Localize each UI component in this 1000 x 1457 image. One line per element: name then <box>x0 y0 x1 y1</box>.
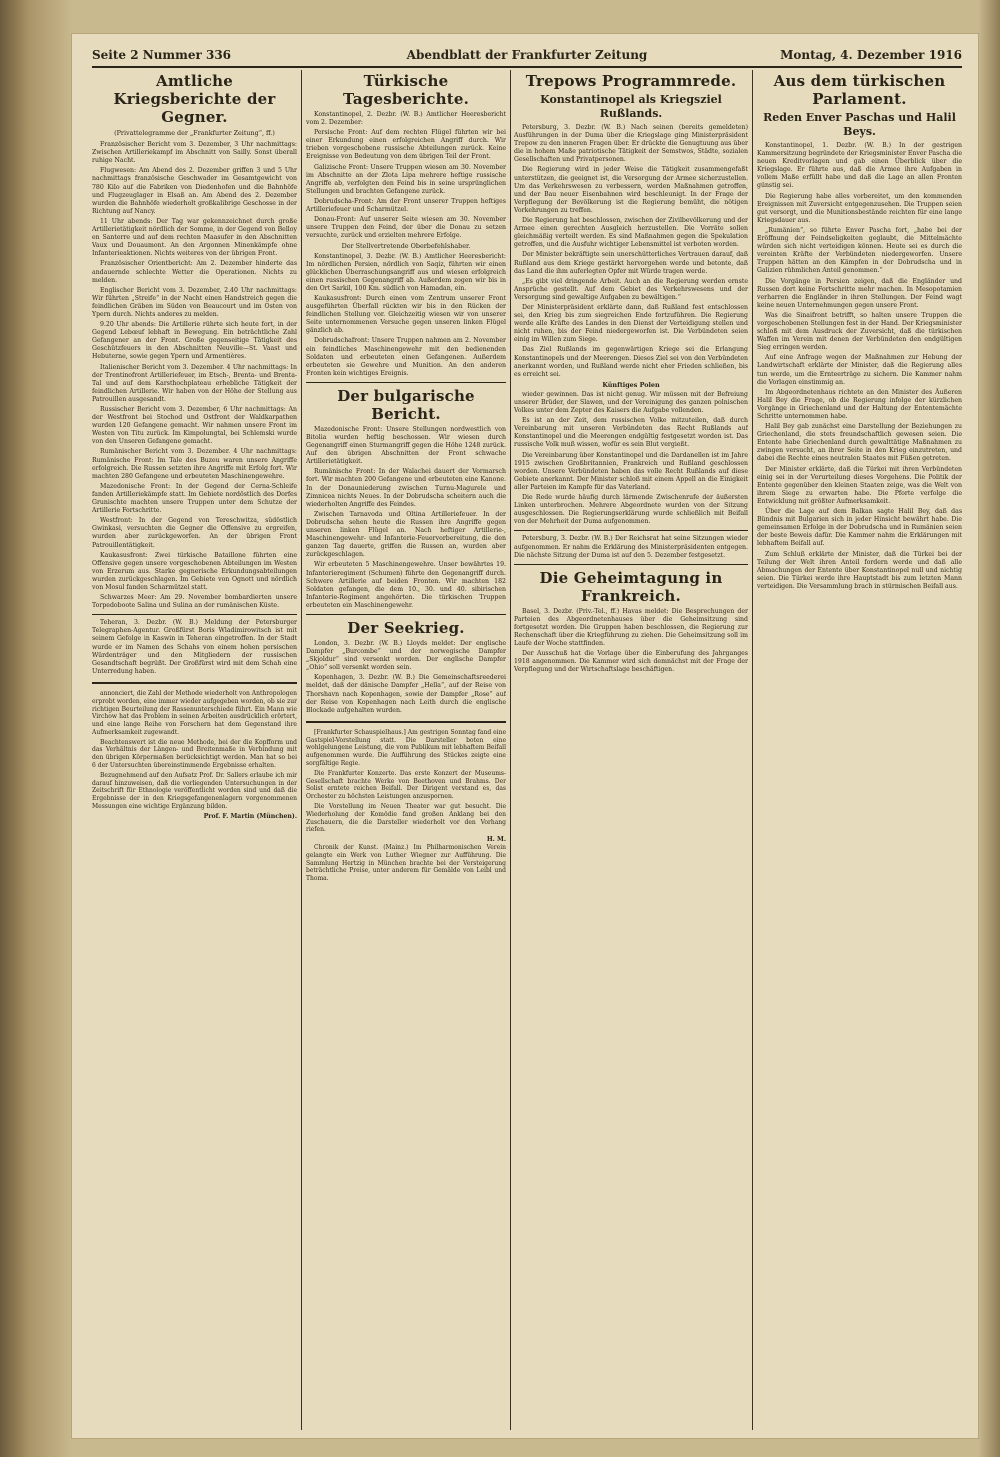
article-paragraph: Der Ausschuß hat die Vorlage über die Einberufung des Jahrganges 1918 angenommen. Die Kammer wird sich demnächst mit der Frage der Verpflegung und der Wirtschaftslage beschäftigen. <box>514 650 748 674</box>
author-signature: Prof. F. Martin (München). <box>203 812 297 820</box>
feuilleton-section <box>306 729 506 883</box>
article-paragraph: „Rumänien“, so führte Enver Pascha fort, „habe bei der Eröffnung der Feindseligkeiten geglaubt, die Mittelmächte würden sich nicht verteidigen können. Heute sei es durch die vereinten Kräfte der Verbündeten niedergeworfen. Unsere Truppen hätten an den Kämpfen in der Dobrudscha und in Galizien rühmlichen Anteil genommen.“ <box>757 226 962 275</box>
column-rule-3 <box>752 70 753 1430</box>
article-paragraph: „Es gibt viel dringende Arbeit. Auch an die Regierung werden ernste Ansprüche gestellt. Auf dem Gebiet des Verkehrswesens und der Versorgung sind gewaltige Aufgaben zu bewältigen.“ <box>514 277 748 301</box>
article-paragraph: Die Regierung hat beschlossen, zwischen der Zivilbevölkerung und der Armee einen gerechten Ausgleich herzustellen. Die Vorräte sollen gleichmäßig verteilt werden. Es sind Maßnahmen gegen die Spekulation getroffen, und die Ausfuhr wichtiger Lebensmittel ist verboten worden. <box>514 217 748 249</box>
article-paragraph: Mazedonische Front: In der Gegend der Cerna-Schleife fanden Artilleriekämpfe statt. Im Gebiete nordöstlich des Dorfes Grunischte machten unsere Truppen unter dem Schutze der Artillerie Fortschritte. <box>92 482 297 515</box>
feuilleton-section <box>92 690 297 821</box>
column-enemy-reports <box>92 70 297 1430</box>
article-paragraph: Kaukasusfront: Durch einen vom Zentrum unserer Front ausgeführten Überfall rückten wir bis in den Rücken der feindlichen Stellung vor. Gleichzeitig wiesen wir von unserer Seite unternommenen Versuche gegen unseren linken Flügel gänzlich ab. <box>306 294 506 335</box>
section-divider <box>306 614 506 615</box>
article-paragraph: Der Minister bekräftigte sein unerschütterliches Vertrauen darauf, daß Rußland aus dem Kriege gestärkt hervorgehen werde und betonte, daß das Land die ihm auferlegten Opfer mit Würde tragen werde. <box>514 251 748 275</box>
article-headline: Aus dem türkischen Parlament. <box>773 72 946 108</box>
article-subnote: (Privattelegramme der „Frankfurter Zeitung“, ff.) <box>114 129 275 137</box>
article-paragraph: Russischer Bericht vom 3. Dezember, 6 Uhr nachmittags: An der Westfront bei Stochod und Ostfront der Waldkarpathen wurden 120 Gefangene gemacht. Wir nahmen unsere Front im Westen von Titu zurück. Im Kimpolungtal, bei Schlemski wurde von den Unseren Gefangene gemacht. <box>92 406 297 446</box>
feuilleton-paragraph: Die Frankfurter Konzerte. Das erste Konzert der Museums-Gesellschaft brachte Werke von Beethoven und Brahms. Der Solist erntete reichen Beifall. Der Dirigent verstand es, das Orchester zu höchsten Leistungen anzuspornen. <box>306 769 506 801</box>
news-item-petersburg: Petersburg, 3. Dezbr. (W. B.) Der Reichsrat hat seine Sitzungen wieder aufgenommen. Er nahm die Erklärung des Ministerpräsidenten entgegen. Die nächste Sitzung der Duma ist auf den 5. Dezember festgesetzt. <box>514 535 748 559</box>
issue-date: Montag, 4. Dezember 1916 <box>780 48 962 62</box>
article-paragraph: Halil Bey gab zunächst eine Darstellung der Beziehungen zu Griechenland, die stets freundschaftlich gewesen seien. Die Entente habe Griechenland durch gewalttätige Maßnahmen zu zwingen versucht, an ihrer Seite in den Krieg einzutreten, und dabei die Rechte eines neutralen Staates mit Füßen getreten. <box>757 423 962 463</box>
article-paragraph: Wir erbeuteten 5 Maschinengewehre. Unser bewährtes 19. Infanterieregiment (Schumen) führte den Gegenangriff durch. Schwere Artillerie auf beiden Fronten. Wir machten 182 Soldaten gefangen, die dem 10., 30. und 40. sibirischen Infanterie-Regiment angehörten. Die türkischen Truppen erbeuteten ein Maschinengewehr. <box>306 561 506 609</box>
section-divider <box>514 530 748 531</box>
article-paragraph: Rumänischer Bericht vom 3. Dezember. 4 Uhr nachmittags: Rumänische Front: Im Tale des Buzeu waren unsere Angriffe erfolgreich. Die Russen setzten ihre Angriffe mit Erfolg fort. Wir machten 280 Gefangene und erbeuteten Maschinengewehre. <box>92 448 297 480</box>
feuilleton-paragraph: Bezugnehmend auf den Aufsatz Prof. Dr. Sallers erlaube ich mir darauf hinzuweisen, daß die vorliegenden Untersuchungen in der Zeitschrift für Ethnologie veröffentlicht worden sind und daß die Ergebnisse der in den Kriegsgefangenenlagern vorgenommenen Messungen eine wichtige Ergänzung bilden. <box>92 771 297 811</box>
article-paragraph: Die Vereinbarung über Konstantinopel und die Dardanellen ist im Jahre 1915 zwischen Großbritannien, Frankreich und Rußland geschlossen worden. Unsere Verbündeten haben das volle Recht Rußlands auf diese Gebiete anerkannt. Der Minister schloß mit einem Appell an die Einigkeit aller Parteien im Kampfe für das Vaterland. <box>514 451 748 491</box>
article-headline: Der bulgarische Bericht. <box>337 386 475 423</box>
article-paragraph: Zwischen Tarnavoda und Oltina Artilleriefeuer. In der Dobrudscha sehen heute die Russen ihre Angriffe gegen unseren linken Flügel an. Nach heftiger Artillerie-, Maschinengewehr- und Infanterie-Feuervorbereitung, die den ganzen Tag dauerte, griffen die Russen an, wurden aber zurückgeschlagen. <box>306 510 506 559</box>
section-subheading: Künftiges Polen <box>602 380 660 389</box>
feuilleton-paragraph: Chronik der Kunst. (Mainz.) Im Philharmonischen Verein gelangte ein Werk von Luther Wiegner zur Aufführung. Die Sammlung Hertzig in München brachte bei der Versteigerung beträchtliche Preise, unter anderem für Gemälde von Leibl und Thoma. <box>306 843 506 883</box>
author-signature: H. M. <box>486 836 506 844</box>
page-number: Seite 2 Nummer 336 <box>92 48 232 62</box>
article-paragraph: Westfront: In der Gegend von Tereschwitza, südöstlich Gwinkasi, versuchten die Gegner die Offensive zu ergreifen, wurden aber zurückgeworfen. An der übrigen Front Patrouillentätigkeit. <box>92 517 297 549</box>
article-subheadline: Reden Enver Paschas und Halil Beys. <box>763 111 956 138</box>
article-headline: Der Seekrieg. <box>347 618 465 637</box>
article-paragraph: Die Rede wurde häufig durch lärmende Zwischenrufe der äußersten Linken unterbrochen. Mehrere Abgeordnete wurden von der Sitzung ausgeschlossen. Die Regierungserklärung wurde schließlich mit Beifall von der Mehrheit der Duma aufgenommen. <box>514 494 748 526</box>
feuilleton-paragraph: annonciert, die Zahl der Methode wiederholt von Anthropologen erprobt worden, eine immer wieder aufgegeben worden, ob sie zur richtigen Beurteilung der Rassenunterschiede führt. Ein Mann wie Virchow hat das Problem in seinen Arbeiten ausdrücklich erörtert, und eine lange Reihe von Forschern hat dem Gegenstand ihre Aufmerksamkeit zugewandt. <box>92 689 297 736</box>
article-paragraph: Die Regierung wird in jeder Weise die Tätigkeit zusammengefaßt unterstützen, die geeignet ist, die Versorgung der Armee sicherzustellen. Um das Verkehrswesen zu verbessern, werden Maßnahmen getroffen, und der Bau neuer Eisenbahnen wird beschleunigt. In der Frage der Verpflegung der Bevölkerung ist die Regierung bemüht, die nötigen Vorkehrungen zu treffen. <box>514 166 748 214</box>
article-paragraph: 9.20 Uhr abends: Die Artillerie rührte sich heute fort, in der Gegend Lebœuf lebhaft in Bewegung. Ein beträchtliche Zahl Gefangener an der Front. Große gegenseitige Tätigkeit des Geschützfeuers in den Abschnitten Neuville—St. Vaast und Hebuterne, sowie gegen Ypern und Armentières. <box>92 321 297 361</box>
article-headline: Die Geheimtagung in Frankreich. <box>539 568 723 605</box>
article-paragraph: 11 Uhr abends: Der Tag war gekennzeichnet durch große Artillerietätigkeit nördlich der Somme, in der Gegend von Belloy en Santerre und auf dem rechten Maasufer in den Abschnitten Vaux und Douaumont. An den Argonnen Minenkämpfe ohne Infanterieaktionen. Nichts weiteres von der übrigen Front. <box>92 217 297 258</box>
report-signature: Der Stellvertretende Oberbefehlshaber. <box>341 242 471 251</box>
article-paragraph: Galizische Front: Unsere Truppen wiesen am 30. November im Abschnitte an der Zlota Lipa mehrere heftige russische Angriffe ab, verfolgten den Feind bis in seine ursprünglichen Stellungen und brachten Gefangene zurück. <box>306 163 506 195</box>
article-paragraph: Die Regierung habe alles vorbereitet, um den kommenden Ereignissen mit Zuversicht entgegenzusehen. Die Truppen seien gut versorgt, und die Munitionsbestände reichten für eine lange Kriegsdauer aus. <box>757 192 962 224</box>
article-paragraph: Es ist an der Zeit, dem russischen Volke mitzuteilen, daß durch Vereinbarung mit unseren Verbündeten das Recht Rußlands auf Konstantinopel und die Meerengen endgültig festgesetzt worden ist. Das russische Volk muß wissen, wofür es sein Blut vergießt. <box>514 417 748 449</box>
article-paragraph: Der Minister erklärte, daß die Türkei mit ihren Verbündeten einig sei in der Verurteilung dieses Vorgehens. Die Politik der Entente gegenüber den kleinen Staaten zeige, was die Welt von ihrem Siege zu erwarten habe. Die Pforte verfolge die Entwicklung mit größter Aufmerksamkeit. <box>757 465 962 505</box>
feuilleton-divider <box>306 721 506 723</box>
article-paragraph: Zum Schluß erklärte der Minister, daß die Türkei bei der Teilung der Welt ihren Anteil fordern werde und daß alle Abmachungen der Entente über Konstantinopel null und nichtig seien. Die Türkei werde ihre Hauptstadt bis zum letzten Mann verteidigen. Die Versammlung brach in stürmischen Beifall aus. <box>757 550 962 590</box>
article-headline: Trepows Programmrede. <box>525 72 737 90</box>
article-paragraph: Schwarzes Meer: Am 29. November bombardierten unsere Torpedoboote Salina und Sulina an der rumänischen Küste. <box>92 594 297 610</box>
article-headline: Türkische Tagesberichte. <box>342 72 470 108</box>
article-paragraph: Französischer Bericht vom 3. Dezember, 3 Uhr nachmittags: Zwischen Artilleriekampf im Abschnitt von Sailly. Sonst überall ruhige Nacht. <box>92 141 297 165</box>
article-headline: Amtliche Kriegsberichte der Gegner. <box>113 72 276 126</box>
article-paragraph: Auf eine Anfrage wegen der Maßnahmen zur Hebung der Landwirtschaft erklärte der Minister, daß die Regierung alles tun werde, um die Ernteerträge zu sichern. Die Kammer nahm die Vorlagen einstimmig an. <box>757 354 962 386</box>
column-turkish-parliament <box>757 70 962 1430</box>
article-paragraph: Konstantinopel, 3. Dezbr. (W. B.) Amtlicher Heeresbericht: Im nördlichen Persien, nördlich von Saqiz, führten wir einen glücklichen Überraschungsangriff aus und wiesen erfolgreich einen russischen Gegenangriff ab. Außerdem zogen wir bis in den Ort Sarkil, 100 Km. südlich von Hamadan, ein. <box>306 252 506 292</box>
article-paragraph: Über die Lage auf dem Balkan sagte Halil Bey, daß das Bündnis mit Bulgarien sich in jeder Hinsicht bewährt habe. Die gemeinsamen Erfolge in der Dobrudscha und in Rumänien seien der beste Beweis dafür. Die Kammer nahm die Erklärungen mit lebhaftem Beifall auf. <box>757 508 962 548</box>
book-binding-shadow <box>0 0 72 1457</box>
article-paragraph: Die Vorgänge in Persien zeigen, daß die Engländer und Russen dort keine Fortschritte mehr machen. In Mesopotamien verharren die Engländer in ihren Stellungen. Der Feind wagt keine neuen Unternehmungen gegen unsere Front. <box>757 277 962 309</box>
column-rule-2 <box>510 70 511 1430</box>
article-paragraph: Der Ministerpräsident erklärte dann, daß Rußland fest entschlossen sei, den Krieg bis zum siegreichen Ende fortzuführen. Die Regierung werde alle Kräfte des Landes in den Dienst der Verteidigung stellen und nicht ruhen, bis der Feind niedergeworfen ist. Die Verbündeten seien einig im Willen zum Siege. <box>514 303 748 344</box>
masthead <box>92 44 962 68</box>
article-paragraph: Kaukasusfront: Zwei türkische Bataillone führten eine Offensive gegen unsere vorgeschobenen Abteilungen im Westen von Erzerum aus. Starke gegnerische Erkundungsabteilungen wurden zurückgeschlagen. Im Gebiete von Ognott und nördlich von Mosul fanden Scharmützel statt. <box>92 551 297 591</box>
feuilleton-divider <box>92 682 297 684</box>
article-paragraph: London, 3. Dezbr. (W. B.) Lloyds meldet: Der englische Dampfer „Burcombe“ und der norwegische Dampfer „Skjoldur“ sind versenkt worden. Der englische Dampfer „Ohio“ soll versenkt worden sein. <box>306 639 506 672</box>
column-rule-1 <box>301 70 302 1430</box>
feuilleton-paragraph: Die Vorstellung im Neuen Theater war gut besucht. Die Wiederholung der Komödie fand großen Anklang bei den Zuschauern, die die Darsteller wiederholt vor den Vorhang riefen. <box>306 802 506 834</box>
article-paragraph: Französischer Orientbericht: Am 2. Dezember hinderte das andauernde schlechte Wetter die Operationen. Nichts zu melden. <box>92 260 297 284</box>
article-paragraph: Dobrudscha-Front: Am der Front unserer Truppen heftiges Artilleriefeuer und Scharmützel. <box>306 197 506 214</box>
section-divider <box>92 614 297 615</box>
column-trepow-speech <box>514 70 748 1430</box>
article-subheadline: Konstantinopel als Kriegsziel Rußlands. <box>540 93 722 120</box>
article-paragraph: Im Abgeordnetenhaus richtete an den Minister des Äußeren Halil Bey die Frage, ob die Regierung infolge der kürzlichen Vorgänge in Griechenland und der Haltung der Ententemächte Schritte unternommen habe. <box>757 388 962 420</box>
section-divider <box>514 564 748 565</box>
news-item-tehran: Teheran, 3. Dezbr. (W. B.) Meldung der Petersburger Telegraphen-Agentur. Großfürst Boris Wladimirowitsch ist mit seinem Gefolge in Kaswin in Teheran eingetroffen. In der Stadt wurde er im Namen des Schahs von einem hohen persischen Würdenträger und den Mitgliedern der russischen Gesandtschaft begrüßt. Der Großfürst wird mit dem Schah eine Unterredung haben. <box>92 619 297 675</box>
article-paragraph: Mazedonische Front: Unsere Stellungen nordwestlich von Bitolia wurden heftig beschossen. Wir wiesen durch Gegenangriff einen Sturmangriff gegen die Höhe 1248 zurück. Auf den übrigen Abschnitten der Front schwache Artillerietätigkeit. <box>306 425 506 466</box>
article-paragraph: wieder gewinnen. Das ist nicht genug. Wir müssen mit der Befreiung unserer Brüder, der Slawen, und der Vereinigung des ganzen polnischen Volkes unter dem Zepter des Kaisers die Aufgabe vollenden. <box>514 390 748 415</box>
article-paragraph: Konstantinopel, 1. Dezbr. (W. B.) In der gestrigen Kammersitzung begründete der Kriegsminister Enver Pascha die neuen Kreditvorlagen und gab einen Überblick über die Kriegslage. Er führte aus, daß die Armee ihre Aufgaben in vollem Maße erfüllt habe und daß die Lage an allen Fronten günstig sei. <box>757 142 962 190</box>
article-paragraph: Konstantinopel, 2. Dezbr. (W. B.) Amtlicher Heeresbericht vom 2. Dezember: <box>306 111 506 127</box>
article-paragraph: Kopenhagen, 3. Dezbr. (W. B.) Die Gemeinschaftsreederei meldet, daß der dänische Dampfer „Hella“, auf der Reise von Thorshavn nach Kopenhagen, sowie der Dampfer „Rose“ auf der Reise von Kopenhagen nach Leith durch die englische Blockade aufgehalten wurden. <box>306 674 506 714</box>
article-paragraph: Flugwesen: Am Abend des 2. Dezember griffen 3 und 5 Uhr nachmittags französische Geschwader im Gesamtgewicht von 780 Kilo auf die Fabriken von Diedenhofen und die Bahnhöfe und Flugzeuglager in Elsaß an. Am Abend des 2. Dezember wurden die Bahnhöfe wiederholt großkalibrige Geschosse in der Richtung auf Nancy. <box>92 167 297 215</box>
column-turkish-reports <box>306 70 506 1430</box>
article-paragraph: Das Ziel Rußlands im gegenwärtigen Kriege sei die Erlangung Konstantinopels und der Meerengen. Dieses Ziel sei von den Verbündeten anerkannt worden, und Rußland werde nicht eher Frieden schließen, bis es erreicht sei. <box>514 346 748 378</box>
article-paragraph: Donau-Front: Auf unserer Seite wiesen am 30. November unsere Truppen den Feind, der über die Donau zu setzen versuchte, zurück und erzielten mehrere Erfolge. <box>306 216 506 240</box>
feuilleton-paragraph: [Frankfurter Schauspielhaus.] Am gestrigen Sonntag fand eine Gastspiel-Vorstellung statt. Die Darsteller boten eine wohlgelungene Leistung, die vom Publikum mit lebhaftem Beifall aufgenommen wurde. Die Aufführung des Stückes zeigte eine sorgfältige Regie. <box>306 728 506 767</box>
article-paragraph: Petersburg, 3. Dezbr. (W. B.) Nach seinen (bereits gemeldeten) Ausführungen in der Duma über die Kriegslage ging Ministerpräsident Trepow zu den inneren Fragen über. Er drückte die Genugtuung aus über die in hohem Maße patriotische Tätigkeit der Semstwos, Städte, sozialen Gesellschaften und Privatpersonen. <box>514 124 748 164</box>
article-paragraph: Italienischer Bericht vom 3. Dezember. 4 Uhr nachmittags: In der Trentinofront Artilleriefeuer, im Etsch-, Brenta- und Brenta-Tal und auf dem Karsthochplateau erhebliche Tätigkeit der feindlichen Artillerie. Wir haben von der Höhe der Stellung aus Patrouillen ausgesandt. <box>92 363 297 403</box>
article-paragraph: Dobrudschafront: Unsere Truppen nahmen am 2. November ein feindliches Maschinengewehr mit den bedienenden Soldaten und erbeuteten einen Gefangenen. Außerdem erbeuteten sie Gewehre und Munition. An den anderen Fronten kein wichtiges Ereignis. <box>306 337 506 377</box>
article-paragraph: Rumänische Front: In der Walachei dauert der Vormarsch fort. Wir machten 200 Gefangene und erbeuteten eine Kanone. In der Donauniederung zwischen Turnu-Magurele und Zimnicea nichts Neues. In der Dobrudscha scheitern auch die wiederholten Angriffe des Feindes. <box>306 468 506 508</box>
section-divider <box>306 382 506 383</box>
article-paragraph: Basel, 3. Dezbr. (Priv.-Tel., ff.) Havas meldet: Die Besprechungen der Parteien des Abgeordnetenhauses über die Geheimsitzung sind fortgesetzt worden. Die Gruppen haben beschlossen, die Regierung zur Rechenschaft über die Kriegführung zu ziehen. Die Geheimsitzung soll im Laufe der Woche stattfinden. <box>514 607 748 648</box>
article-paragraph: Was die Sinaifront betrifft, so halten unsere Truppen die vorgeschobenen Stellungen fest in der Hand. Der Kriegsminister schloß mit dem Ausdruck der Zuversicht, daß die türkischen Waffen im Verein mit denen der Verbündeten den endgültigen Sieg erringen werden. <box>757 311 962 352</box>
newspaper-title: Abendblatt der Frankfurter Zeitung <box>406 48 648 62</box>
page-edge-shadow <box>978 0 1000 1457</box>
article-paragraph: Englischer Bericht vom 3. Dezember, 2.40 Uhr nachmittags: Wir führten „Streife“ in der Nacht einen Handstreich gegen die feindlichen Gräben im Süden von Beaucourt und im Osten von Ypern durch. Nichts anderes zu melden. <box>92 286 297 318</box>
feuilleton-paragraph: Beachtenswert ist die neue Methode, bei der die Kopfform und das Verhältnis der Längen- und Breitenmaße in Verbindung mit den übrigen Körpermaßen berücksichtigt werden. Man hat so bei 6 der Untersuchten übereinstimmende Ergebnisse erhalten. <box>92 738 297 770</box>
article-paragraph: Persische Front: Auf dem rechten Flügel führten wir bei einer Erkundung einen erfolgreichen Angriff durch. Wir trieben vorgeschobene russische Abteilungen zurück. Keine Ereignisse von Bedeutung von dem übrigen Teil der Front. <box>306 129 506 161</box>
